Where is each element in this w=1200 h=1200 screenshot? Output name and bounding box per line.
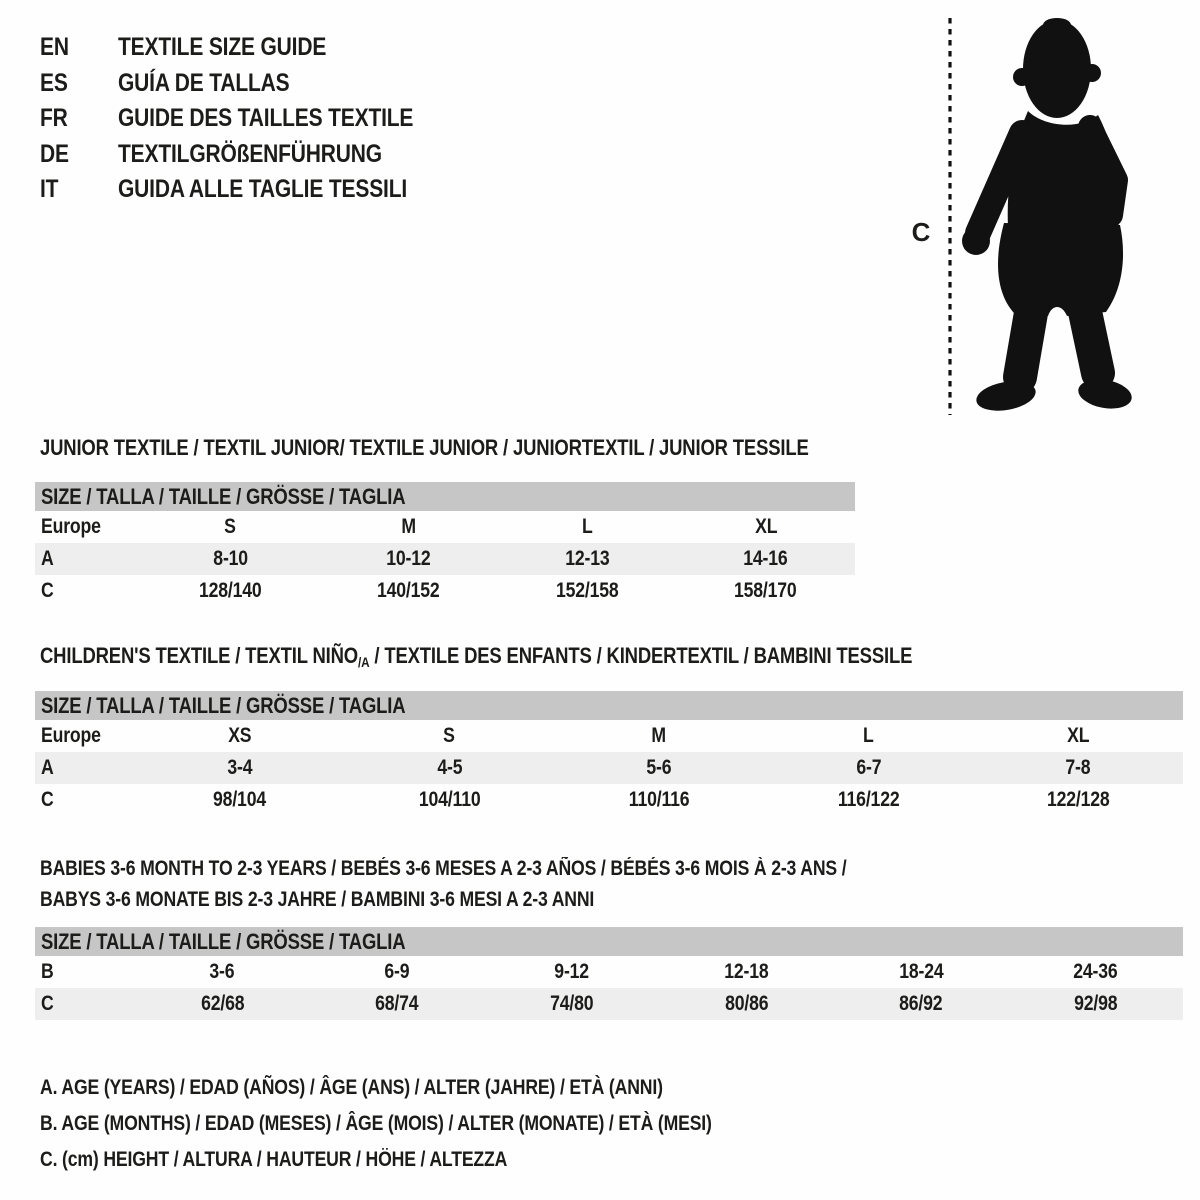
value-cell: 8-10	[212, 547, 248, 570]
table-row	[35, 575, 855, 607]
size-header-band	[35, 927, 1183, 956]
language-code: EN	[40, 33, 69, 62]
row-label: A	[41, 547, 54, 570]
size-header-band	[35, 482, 855, 511]
language-row-it	[40, 172, 470, 208]
value-cell: 92/98	[1073, 992, 1118, 1015]
value-cell: 12-18	[724, 960, 769, 983]
language-title: GUIDE DES TAILLES TEXTILE	[118, 104, 414, 133]
value-cell: 104/110	[418, 788, 481, 811]
row-label: Europe	[41, 724, 101, 747]
language-row-en	[40, 30, 470, 66]
value-cell: M	[651, 724, 667, 747]
row-label: Europe	[41, 515, 101, 538]
row-label: A	[41, 756, 54, 779]
value-cell: L	[863, 724, 874, 747]
babies-size-table	[35, 927, 1183, 1020]
title-subscript: /A	[357, 654, 370, 670]
language-code: DE	[40, 139, 69, 168]
value-cell: 3-4	[227, 756, 253, 779]
table-row	[35, 511, 855, 543]
language-row-fr	[40, 101, 470, 137]
children-size-table	[35, 691, 1183, 816]
toddler-silhouette	[940, 15, 1140, 418]
value-cell: 62/68	[200, 992, 244, 1015]
language-title: GUIDA ALLE TAGLIE TESSILI	[118, 175, 408, 204]
value-cell: 152/158	[555, 579, 619, 602]
toddler-shape	[962, 18, 1134, 415]
footnote-a: A. AGE (YEARS) / EDAD (AÑOS) / ÂGE (ANS) / ALTER (JAHRE) / ETÀ (ANNI)	[40, 1076, 663, 1099]
junior-section-title: JUNIOR TEXTILE / TEXTIL JUNIOR/ TEXTILE JUNIOR / JUNIORTEXTIL / JUNIOR TESSILE	[40, 435, 809, 460]
value-cell: 128/140	[198, 579, 262, 602]
value-cell: 140/152	[377, 579, 441, 602]
value-cell: 110/116	[628, 788, 690, 811]
value-cell: 7-8	[1065, 756, 1091, 779]
table-row	[35, 752, 1183, 784]
footnote-b: B. AGE (MONTHS) / EDAD (MESES) / ÂGE (MOIS) / ALTER (MONATE) / ETÀ (MESI)	[40, 1112, 712, 1135]
value-cell: 6-7	[856, 756, 882, 779]
measurement-figure	[940, 15, 1140, 418]
language-title: TEXTILE SIZE GUIDE	[118, 33, 327, 62]
language-row-de	[40, 137, 470, 173]
value-cell: 5-6	[646, 756, 672, 779]
height-label-c: C	[911, 217, 931, 247]
table-row	[35, 956, 1183, 988]
row-label: C	[41, 992, 54, 1015]
value-cell: L	[581, 515, 593, 538]
row-label: B	[41, 960, 54, 983]
language-code: ES	[40, 68, 68, 97]
table-row	[35, 784, 1183, 816]
value-cell: 24-36	[1073, 960, 1118, 983]
value-cell: 74/80	[549, 992, 594, 1015]
table-row	[35, 720, 1183, 752]
value-cell: 3-6	[209, 960, 235, 983]
language-code: IT	[40, 175, 59, 204]
value-cell: 122/128	[1046, 788, 1110, 811]
value-cell: 68/74	[375, 992, 419, 1015]
value-cell: 10-12	[386, 547, 431, 570]
junior-size-table	[35, 482, 855, 607]
value-cell: 14-16	[743, 547, 788, 570]
value-cell: 12-13	[565, 547, 610, 570]
table-row	[35, 543, 855, 575]
size-header-label: SIZE / TALLA / TAILLE / GRÖSSE / TAGLIA	[41, 692, 406, 718]
size-header-label: SIZE / TALLA / TAILLE / GRÖSSE / TAGLIA	[41, 928, 406, 954]
babies-section-title: BABIES 3-6 MONTH TO 2-3 YEARS / BEBÉS 3-6 MESES A 2-3 AÑOS / BÉBÉS 3-6 MOIS À 2-3 ANS / BABYS 3-6 MONATE BIS 2-3 JAHRE / BAMBINI 3-6 MESI A 2-3 ANNI	[40, 857, 847, 911]
value-cell: 4-5	[436, 756, 462, 779]
value-cell: 18-24	[898, 960, 944, 983]
children-section-title: CHILDREN'S TEXTILE / TEXTIL $NIÑO_{/A}$ / TEXTILE DES ENFANTS / KINDERTEXTIL / BAMBINI TESSILE	[40, 643, 913, 670]
size-header-label: SIZE / TALLA / TAILLE / GRÖSSE / TAGLIA	[41, 483, 406, 509]
value-cell: M	[401, 515, 417, 538]
value-cell: 80/86	[724, 992, 768, 1015]
language-row-es	[40, 66, 470, 102]
language-code: FR	[40, 104, 68, 133]
value-cell: 116/122	[837, 788, 900, 811]
row-label: C	[41, 579, 54, 602]
language-title: TEXTILGRÖßENFÜHRUNG	[118, 139, 382, 168]
value-cell: XS	[228, 724, 252, 747]
language-header	[40, 30, 470, 208]
footnote-c: C. (cm) HEIGHT / ALTURA / HAUTEUR / HÖHE / ALTEZZA	[40, 1148, 508, 1171]
value-cell: 86/92	[899, 992, 943, 1015]
value-cell: XL	[754, 515, 777, 538]
table-row	[35, 988, 1183, 1020]
language-title: GUÍA DE TALLAS	[118, 68, 290, 97]
value-cell: S	[224, 515, 237, 538]
value-cell: 98/104	[213, 788, 267, 811]
size-header-band	[35, 691, 1183, 720]
value-cell: 6-9	[384, 960, 410, 983]
value-cell: 9-12	[554, 960, 589, 983]
row-label: C	[41, 788, 54, 811]
footnotes	[40, 1070, 840, 1178]
value-cell: XL	[1067, 724, 1090, 747]
value-cell: S	[443, 724, 456, 747]
value-cell: 158/170	[734, 579, 798, 602]
